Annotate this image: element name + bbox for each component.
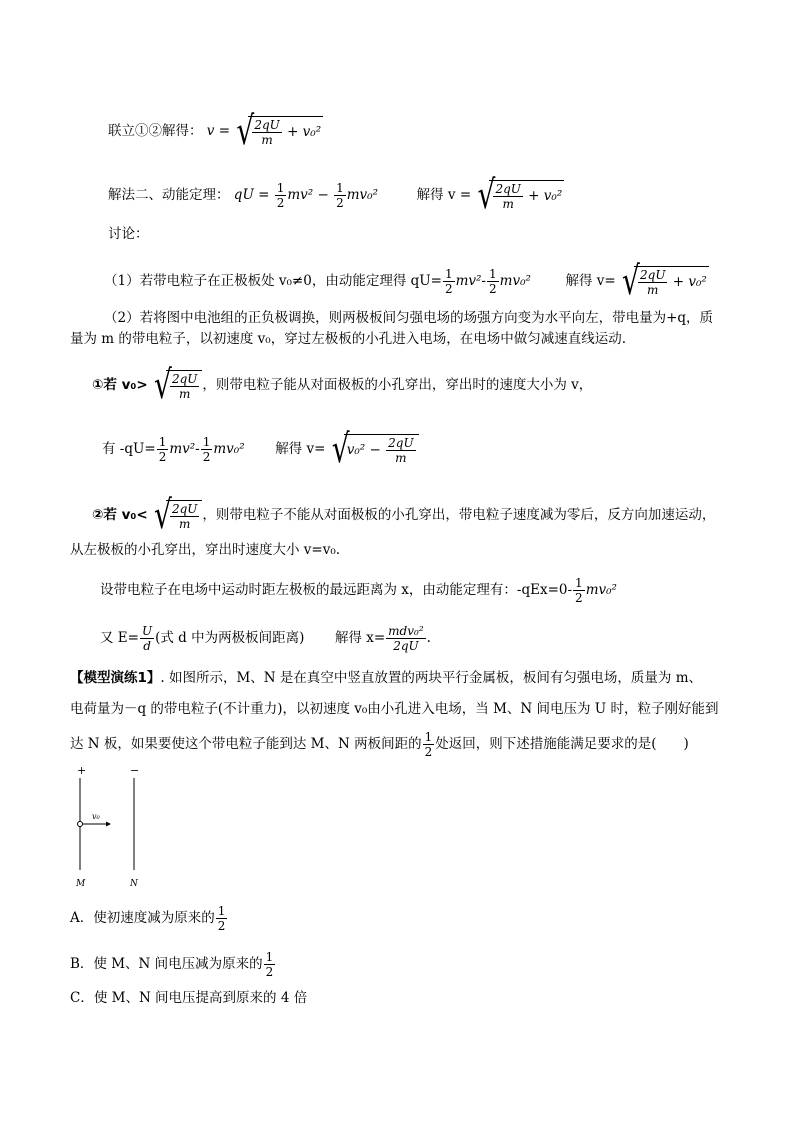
label-m: M [76, 879, 86, 889]
text: 联立①②解得： [108, 123, 203, 139]
v0-label: v₀ [92, 812, 100, 821]
line-discussion: 讨论： [108, 226, 149, 242]
line-distance: 设带电粒子在电场中运动时距左极板的最远距离为 x，由动能定理有：-qEx=0- $\frac{1}{2}$ mv₀² [100, 576, 617, 605]
line-subcase1: ①若 v₀> √ $\frac{2qU}{m}$ ，则带电粒子能从对面极板的小孔穿出，穿出时的速度大小为 v， [92, 361, 593, 408]
plus-sign: + [77, 764, 87, 777]
fraction: $\frac{2qU}{m}$ [254, 118, 280, 147]
label-n: N [130, 879, 138, 889]
question-label: 【模型演练1】 [70, 670, 161, 686]
line-have: 有 -qU= $\frac{1}{2}$ mv²- $\frac{1}{2}$ mv₀² 解得 v= √ v₀² − $\frac{2qU}{m}$ [102, 434, 419, 465]
plates-figure [70, 762, 170, 892]
question-line1: 【模型演练1】. 如图所示，M、N 是在真空中竖直放置的两块平行金属板，板间有匀强电场，质量为 m、 [70, 670, 703, 686]
line-field: 又 E= $\frac{U}{d}$ (式 d 中为两极板间距离) 解得 x= $\frac{\text{mdv₀²}}{2qU}$ . [100, 624, 431, 653]
option-a[interactable]: A．使初速度减为原来的 $\frac{1}{2}$ [70, 904, 226, 933]
line-subcase2-a: ②若 v₀< √ $\frac{2qU}{m}$ ，则带电粒子不能从对面极板的小孔穿出，带电粒子速度减为零后，反方向加速运动， [92, 491, 716, 538]
question-line2: 电荷量为－q 的带电粒子(不计重力)，以初速度 v₀由小孔进入电场，当 M、N 间电压为 U 时，粒子刚好能到 [70, 701, 719, 717]
hole [78, 822, 83, 827]
line-method2: 解法二、动能定理： qU = $\frac{1}{2}$ mv² − $\frac{1}{2}$ mv₀² 解得 v = √ $\frac{2qU}{m}$ + v₀² [108, 171, 563, 218]
line-case1: （1）若带电粒子在正极板处 v₀≠0，由动能定理得 qU= $\frac{1}{2}$ mv²- $\frac{1}{2}$ mv₀² 解得 v= √ $\frac{2qU}{m}$ + v₀² [104, 257, 707, 304]
line-combine [108, 107, 323, 154]
line-case2-b: 量为 m 的带电粒子，以初速度 v₀，穿过左极板的小孔进入电场，在电场中做匀减速直线运动. [70, 331, 627, 347]
sqrt: √ $\frac{2qU}{m}$ + v₀² [236, 107, 322, 154]
text: 解法二、动能定理： [108, 187, 230, 203]
math-var: v = [206, 123, 231, 139]
arrow-head [106, 822, 111, 827]
option-b[interactable]: B．使 M、N 间电压减为原来的 $\frac{1}{2}$ [70, 950, 274, 979]
minus-sign: − [130, 764, 140, 777]
line-case2-a: （2）若将图中电池组的正负极调换，则两极板间匀强电场的场强方向变为水平向左，带电量为+q，质 [104, 310, 714, 326]
question-line3: 达 N 板，如果要使这个带电粒子能到达 M、N 两板间距的 $\frac{1}{2}$ 处返回，则下述措施能满足要求的是( ) [70, 730, 689, 759]
option-c[interactable]: C．使 M、N 间电压提高到原来的 4 倍 [70, 990, 308, 1006]
line-subcase2-b: 从左极板的小孔穿出，穿出时速度大小 v=v₀. [70, 542, 341, 558]
